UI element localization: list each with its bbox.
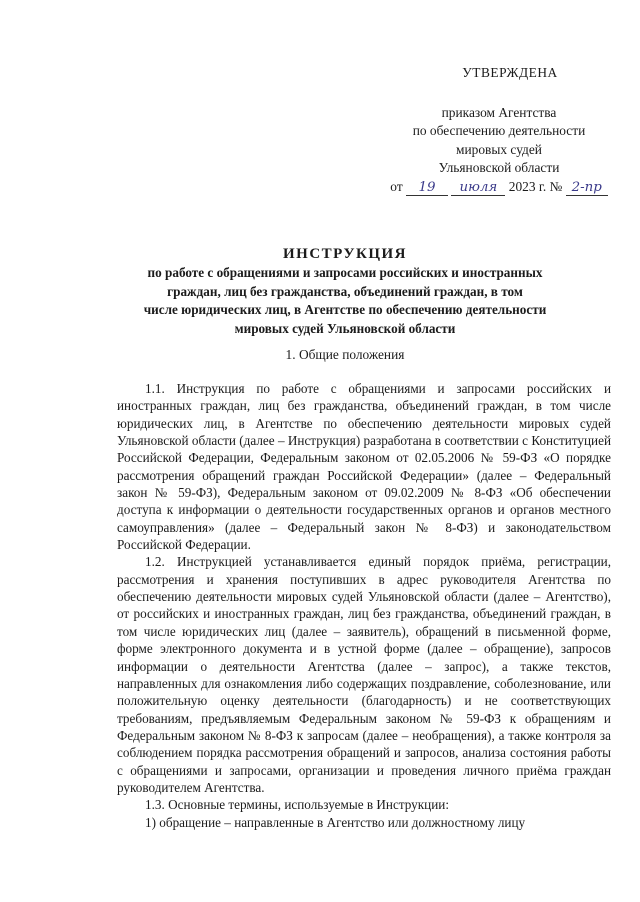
title-line-3: числе юридических лиц, в Агентстве по обеспечению деятельности	[143, 302, 547, 318]
date-month-handwritten: июля	[451, 181, 505, 196]
approval-order-line-3: мировых судей	[456, 141, 542, 157]
approval-order-line-4: Ульяновской области	[438, 160, 560, 176]
title-line-4: мировых судей Ульяновской области	[234, 320, 456, 336]
paragraph-1-2: 1.2. Инструкцией устанавливается единый порядок приёма, регистрации, рассмотрения и хранения поступивших в адрес руководителя Агентства по обеспечению деятельности мировых судей Ульяновской области (далее – Агентство), от российских и иностранных граждан, лиц без гражданства, объединений граждан, в том числе юридических лиц (далее – заявитель), обращений в письменной форме, форме электронного документа и в устной форме (далее – обращение), запросов информации о деятельности Агентства (далее – запрос), а также текстов, направленных для ознакомления либо содержащих поздравление, соболезнование, или положительную оценку деятельности (благодарность) и не соответствующих требованиям, предъявляемым Федеральным законом № 59-ФЗ к обращениям и Федеральным законом № 8-ФЗ к запросам (далее – необращения), а также контроля за соблюдением порядка рассмотрения обращений и запросов, анализа состояния работы с обращениями и запросами, организации и проведения личного приёма граждан руководителем Агентства.	[117, 554, 611, 795]
title-line-2: граждан, лиц без гражданства, объединений граждан, в том	[167, 283, 523, 299]
date-prefix: от	[390, 178, 403, 194]
approval-order-line-2: по обеспечению деятельности	[412, 123, 586, 139]
term-item-1: 1) обращение – направленные в Агентство или должностному лицу	[145, 814, 526, 830]
approval-date-line	[384, 178, 614, 197]
approval-stamp	[384, 64, 614, 197]
title-heading: ИНСТРУКЦИЯ	[282, 246, 407, 262]
section-heading: 1. Общие положения	[285, 347, 405, 362]
title-line-1: по работе с обращениями и запросами российских и иностранных	[147, 265, 543, 280]
date-year: 2023 г. №	[508, 178, 563, 194]
document-title	[100, 244, 590, 338]
date-day-handwritten: 19	[406, 181, 448, 196]
paragraph-1-1: 1.1. Инструкция по работе с обращениями и запросами российских и иностранных граждан, лиц без гражданства, объединений граждан, в том числе юридических лиц, в Агентстве по обеспечению деятельности мировых судей Ульяновской области (далее – Инструкция) разработана в соответствии с Конституцией Российской Федерации, Федеральным законом от 02.05.2006 № 59-ФЗ «О порядке рассмотрения обращений граждан Российской Федерации» (далее – Федеральный закон № 59-ФЗ), Федеральным законом от 09.02.2009 № 8-ФЗ «Об обеспечении доступа к информации о деятельности государственных органов и органов местного самоуправления» (далее – Федеральный закон № 8-ФЗ) и законодательством Российской Федерации.	[117, 381, 611, 553]
order-number-handwritten: 2-пр	[566, 181, 608, 196]
paragraph-1-3: 1.3. Основные термины, используемые в Инструкции:	[145, 797, 450, 813]
approved-label: УТВЕРЖДЕНА	[462, 65, 558, 80]
approval-order-line-1: приказом Агентства	[441, 104, 557, 120]
document-body	[117, 380, 611, 831]
